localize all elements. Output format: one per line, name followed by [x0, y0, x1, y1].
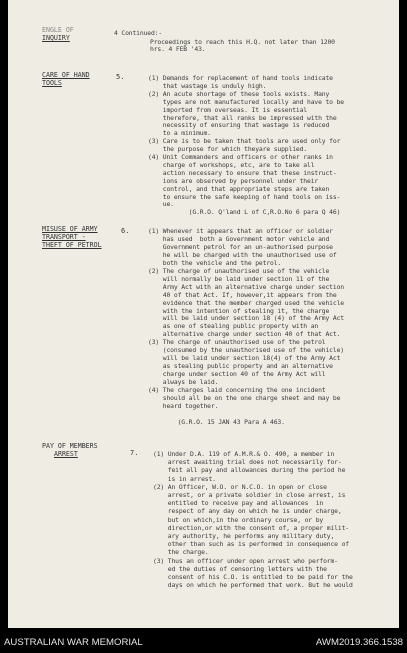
section-6-line: with the intention of stealing it, the charge: [148, 306, 330, 315]
section-5-heading-2: TOOLS: [42, 79, 62, 87]
section-5-line: ions are observed by personnel under their: [148, 176, 319, 185]
section-6-line: charge under section 40 of the Army Act will: [148, 370, 326, 379]
section-5-line: charge of workshops, etc, are to take all: [148, 160, 315, 169]
section-6-line: should all be on the one charge sheet and may be: [148, 393, 341, 402]
section-7-number: 7.: [130, 449, 139, 457]
section-7-heading-2: ARREST: [54, 450, 78, 458]
section-6-heading-2: TRANSPORT -: [42, 233, 86, 241]
section-7-line: ary authority, he performs any military duty,: [153, 532, 335, 540]
section-6-line: (2) The charge of unauthorised use of the vehicle: [148, 266, 330, 275]
section-6-line: will be laid under section 18 (4) of the Army Act: [148, 314, 344, 323]
section-6-number: 6.: [121, 227, 130, 235]
section-7-line: is in arrest.: [153, 474, 216, 483]
section-6-line: has used both a Government motor vehicle and: [148, 234, 330, 243]
section-6-line: as stealing public property and an alternative: [148, 362, 333, 371]
section-7-line: entitled to receive pay and allowances in: [153, 499, 324, 508]
section-6-heading-1: MISUSE OF ARMY: [42, 225, 98, 233]
section-5-line: therefore, that all ranks be impressed with the: [148, 113, 337, 122]
section-5-line: types are not manufactured locally and have to be: [148, 97, 344, 106]
section-6-line: both the vehicle and the petrol.: [148, 258, 282, 267]
section-5-line: control, and that appropriate steps are taken: [148, 184, 330, 193]
section-7-line: (3) Thus an officer under open arrest who perform-: [153, 556, 338, 565]
section-6-line: Government petrol for an un-authorised purpose: [148, 242, 333, 251]
section-5-line: (4) Unit Commanders and officers or other ranks in: [148, 153, 333, 161]
section-5-line: to a minimum.: [148, 129, 211, 138]
section-5-line: (G.R.O. Q'land L of C,R.O.No 6 para Q 46): [148, 208, 341, 217]
section-5-line: imported from overseas. It is essential: [148, 105, 307, 114]
section-7-heading-1: PAY OF MEMBERS: [42, 442, 98, 450]
section-5-line: (2) An acute shortage of these tools exists. Many: [148, 89, 330, 98]
section-7-line: (1) Under D.A. 119 of A.M.R.& O. 490, a member in: [153, 450, 335, 458]
section-7-line: other than such as is performed in consequence of: [153, 540, 349, 549]
footer-accession-number: AWM2019.366.1538: [315, 637, 403, 648]
section-5-heading-1: CARE OF HAND: [42, 71, 90, 79]
section-5-line: ue.: [148, 200, 174, 209]
section-5-line: necessity of ensuring that wastage is reduced: [148, 121, 330, 130]
top-faint-heading: ENGLE OF: [42, 26, 74, 34]
section-7-line: respect of any day on which he is under charge,: [153, 507, 342, 516]
section-6-line: he will be charged with the unauthorised use of: [148, 250, 337, 259]
section-6-line: heard together.: [148, 401, 219, 410]
section-6-heading-3: THEFT OF PETROL: [42, 241, 102, 249]
continued-marker: 4 Continued:-: [114, 29, 163, 37]
section-7-line: the charge.: [153, 548, 209, 557]
section-7-line: feit all pay and allowances during the period he: [153, 466, 346, 475]
section-6-line: (4) The charges laid concerning the one incident: [148, 386, 326, 394]
section-6-line: (consumed by the unauthorised use of the vehicle): [148, 346, 344, 355]
section-7-line: consent of his C.O. is entitled to be paid for the: [153, 573, 353, 581]
document-page: [8, 0, 399, 628]
top-line-1: Proceedings to reach this H.Q. not later than 1200: [150, 38, 335, 46]
section-7-line: days on which he performed that work. But he would: [153, 581, 353, 590]
section-5-line: (3) Care is to be taken that tools are used only for: [148, 137, 341, 146]
section-7-line: arrest, or a private soldier in close arrest, is: [153, 491, 346, 499]
section-7-line: arrest awaiting trial does not necessarily for-: [153, 458, 342, 467]
section-6-line: 40 of that Act. If, however,it appears from the: [148, 290, 337, 299]
section-6-line: (1) Whenever it appears that an officer or soldier: [148, 227, 333, 235]
section-5-line: to ensure the safe keeping of hand tools on iss-: [148, 192, 341, 201]
section-7-line: ed the duties of censoring letters with the: [153, 564, 327, 573]
section-7-line: but on which,in the ordinary course, or by: [153, 515, 324, 524]
section-6-line: alternative charge under section 40 of that Act.: [148, 330, 341, 339]
section-5-line: action necessary to ensure that these instruct-: [148, 168, 337, 177]
top-line-2: hrs. 4 FEB '43.: [150, 45, 206, 53]
section-5-line: the purpose for which theyare supplied.: [148, 145, 307, 154]
section-6-line: always be laid.: [148, 378, 219, 387]
section-6-line: Army Act with an alternative charge under section: [148, 282, 344, 291]
section-6-line: as one of stealing public property with an: [148, 322, 319, 331]
section-5-line: (1) Demands for replacement of hand tools indicate: [148, 74, 333, 82]
footer-credit: AUSTRALIAN WAR MEMORIAL: [4, 637, 143, 648]
section-5-line: that wastage is unduly high.: [148, 81, 267, 90]
section-6-line: (G.R.O. 15 JAN 43 Para A 463.: [148, 417, 285, 426]
section-7-line: (2) An Officer, W.O. or N.C.O. in open or close: [153, 482, 327, 491]
section-6-line: will be laid under section 18(4) of the Army Act: [148, 354, 341, 363]
top-heading: INQUIRY: [42, 34, 70, 42]
section-6-line: evidence that the member charged used the vehicle: [148, 298, 344, 307]
footer-bar: [0, 633, 407, 653]
section-7-line: direction,or with the consent of, a proper milit-: [153, 523, 349, 532]
section-6-line: will normally be laid under section 11 of the: [148, 274, 330, 283]
section-6-line: (3) The charge of unauthorised use of the petrol: [148, 338, 326, 347]
section-5-number: 5.: [116, 73, 125, 81]
